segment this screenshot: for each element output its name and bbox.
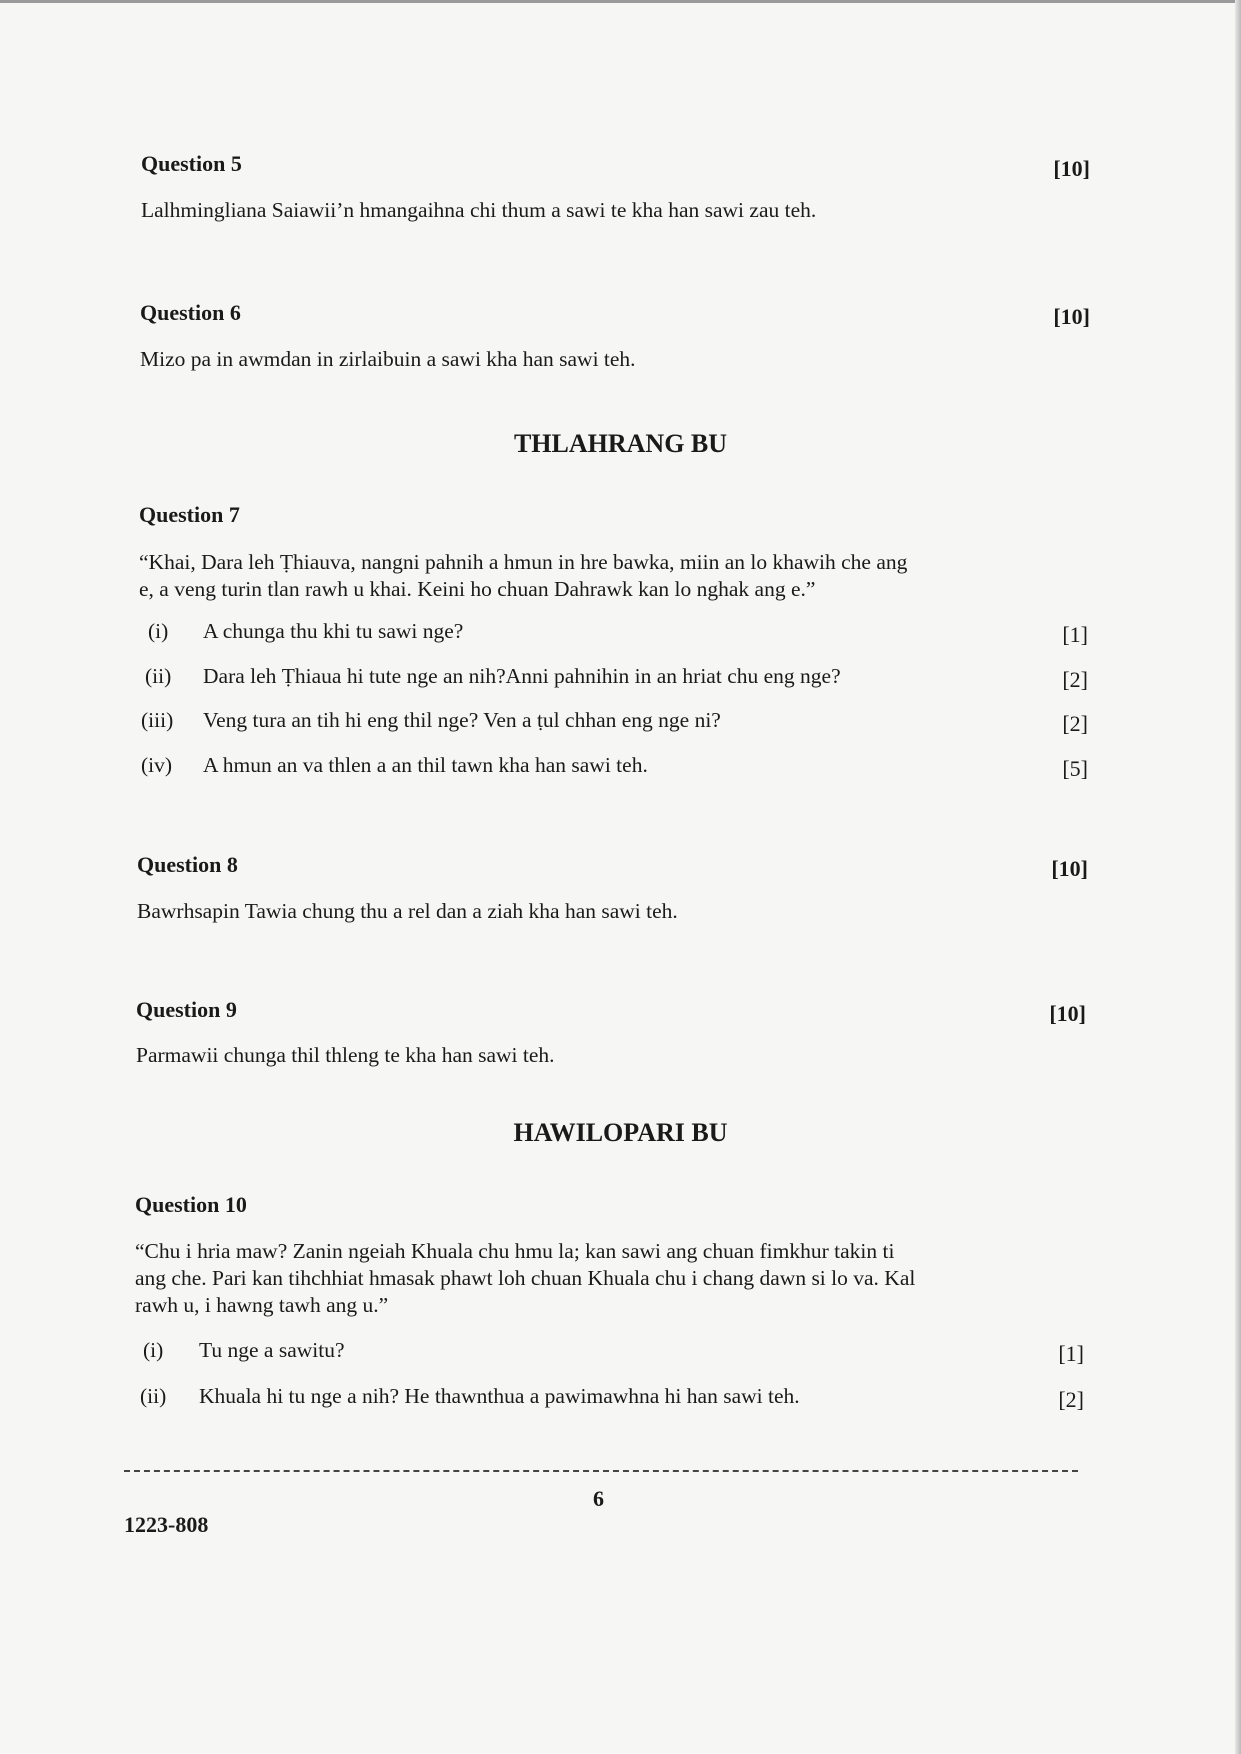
question-7-part-text: Veng tura an tih hi eng thil nge? Ven a ṭul chhan eng nge ni?	[203, 708, 721, 732]
question-7-part-marks: [2]	[1062, 711, 1088, 736]
question-10-part-text: Khuala hi tu nge a nih? He thawnthua a pawimawhna hi han sawi teh.	[199, 1384, 800, 1408]
question-8-marks: [10]	[1051, 856, 1088, 881]
section-heading-thlahrang: THLAHRANG BU	[513, 429, 728, 458]
page-number: 6	[593, 1486, 604, 1511]
question-7-part-number: (i)	[148, 619, 169, 643]
question-5-title: Question 5	[141, 151, 242, 176]
question-10-passage-line-1: “Chu i hria maw? Zanin ngeiah Khuala chu hmu la; kan sawi ang chuan fimkhur takin ti	[135, 1239, 895, 1263]
question-7-part-text: A chunga thu khi tu sawi nge?	[203, 619, 464, 643]
question-7-part-number: (ii)	[145, 664, 172, 688]
question-7-part-marks: [5]	[1062, 756, 1088, 781]
question-7-part-number: (iv)	[141, 753, 173, 777]
question-10-title: Question 10	[135, 1192, 247, 1217]
question-7-title: Question 7	[139, 502, 240, 527]
top-border	[0, 0, 1241, 3]
question-10-part-number: (ii)	[140, 1384, 167, 1408]
question-9-marks: [10]	[1049, 1001, 1086, 1026]
question-10-passage-line-2: ang che. Pari kan tihchhiat hmasak phawt loh chuan Khuala chu i chang dawn si lo va. Kal	[135, 1266, 916, 1290]
question-8-title: Question 8	[137, 852, 238, 877]
question-10-part-number: (i)	[143, 1338, 164, 1362]
paper-code: 1223-808	[124, 1512, 209, 1537]
question-9-title: Question 9	[136, 997, 237, 1022]
question-6-marks: [10]	[1053, 304, 1090, 329]
question-10-part-marks: [1]	[1058, 1341, 1084, 1366]
question-10-passage-line-3: rawh u, i hawng tawh ang u.”	[135, 1293, 389, 1317]
question-7-passage-line-2: e, a veng turin tlan rawh u khai. Keini ho chuan Dahrawk kan lo nghak ang e.”	[139, 577, 816, 601]
question-6-title: Question 6	[140, 300, 241, 325]
section-heading-hawilopari: HAWILOPARI BU	[513, 1118, 728, 1147]
question-7-part-marks: [1]	[1062, 622, 1088, 647]
page-edge-shadow	[1235, 0, 1241, 1754]
question-7-part-text: A hmun an va thlen a an thil tawn kha han sawi teh.	[203, 753, 648, 777]
footer-divider	[124, 1470, 1078, 1472]
question-7-passage-line-1: “Khai, Dara leh Ṭhiauva, nangni pahnih a hmun in hre bawka, miin an lo khawih che ang	[139, 550, 908, 574]
question-10-part-marks: [2]	[1058, 1387, 1084, 1412]
question-8-text: Bawrhsapin Tawia chung thu a rel dan a ziah kha han sawi teh.	[137, 899, 678, 923]
question-7-part-number: (iii)	[141, 708, 174, 732]
question-10-part-text: Tu nge a sawitu?	[199, 1338, 345, 1362]
question-5-text: Lalhmingliana Saiawii’n hmangaihna chi thum a sawi te kha han sawi zau teh.	[141, 198, 817, 222]
question-7-part-text: Dara leh Ṭhiaua hi tute nge an nih?Anni pahnihin in an hriat chu eng nge?	[203, 664, 841, 688]
question-9-text: Parmawii chunga thil thleng te kha han sawi teh.	[136, 1043, 555, 1067]
question-6-text: Mizo pa in awmdan in zirlaibuin a sawi kha han sawi teh.	[140, 347, 636, 371]
question-5-marks: [10]	[1053, 156, 1090, 181]
question-7-part-marks: [2]	[1062, 667, 1088, 692]
